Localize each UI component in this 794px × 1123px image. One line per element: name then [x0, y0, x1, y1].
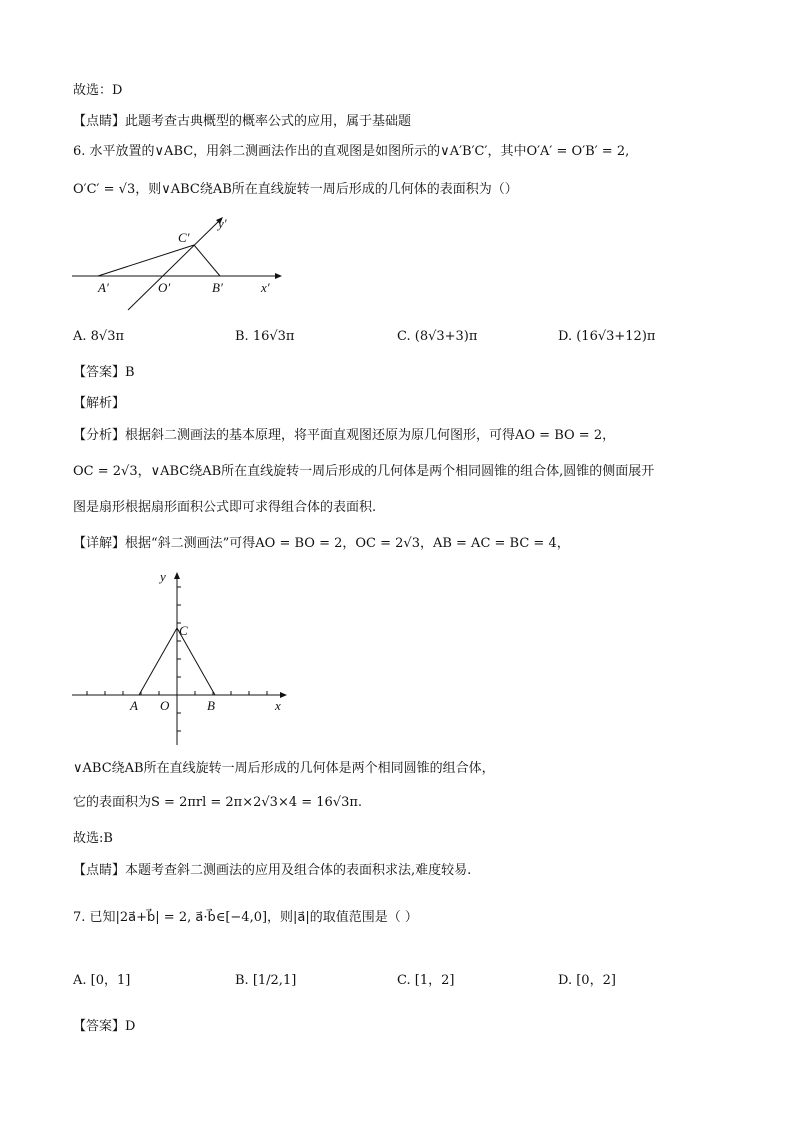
label-a: A	[130, 698, 138, 713]
q6-answer: 【答案】B	[73, 365, 135, 380]
label-y: y	[160, 569, 166, 584]
q6-option-a[interactable]: A. 8√3π	[73, 329, 125, 344]
segment-bc	[177, 628, 215, 695]
q7-option-a[interactable]: A. [0，1]	[73, 973, 131, 988]
label-o: O	[160, 698, 170, 713]
label-y-prime: y′	[218, 216, 227, 231]
analysis-line-3: 图是扇形根据扇形面积公式即可求得组合体的表面积.	[73, 500, 377, 515]
x-prime-arrow	[275, 273, 282, 279]
question-6-stem-cont: O′C′ = √3，则∨ABC绕AB所在直线旋转一周后形成的几何体的表面积为（）	[73, 182, 518, 197]
detail-line-3: 它的表面积为S = 2πrl = 2π×2√3×4 = 16√3π.	[73, 795, 363, 810]
label-x: x	[275, 698, 281, 713]
segment-a-c	[98, 245, 194, 276]
q6-option-b[interactable]: B. 16√3π	[235, 329, 295, 344]
label-c-prime: C′	[178, 230, 190, 245]
y-prime-axis	[128, 220, 220, 310]
q7-option-b[interactable]: B. [1/2,1]	[235, 973, 297, 988]
detail-line-2: ∨ABC绕AB所在直线旋转一周后形成的几何体是两个相同圆锥的组合体，	[73, 761, 495, 776]
y-axis-arrow	[174, 572, 180, 579]
segment-b-c	[194, 245, 220, 276]
detail-line-1: 【详解】根据“斜二测画法”可得AO = BO = 2，OC = 2√3，AB = AC = BC = 4，	[73, 536, 570, 551]
q7-answer: 【答案】D	[73, 1019, 136, 1034]
label-x-prime: x′	[261, 280, 270, 295]
label-b: B	[207, 698, 215, 713]
label-b-prime: B′	[212, 280, 223, 295]
analysis-line-1: 【分析】根据斜二测画法的基本原理，将平面直观图还原为原几何图形，可得AO = BO = 2，	[73, 428, 616, 443]
label-c: C	[179, 623, 188, 638]
y-ticks	[177, 587, 181, 731]
comment-line: 【点睛】本题考查斜二测画法的应用及组合体的表面积求法,难度较易.	[73, 863, 472, 878]
previous-comment-line: 【点睛】此题考查古典概型的概率公式的应用，属于基础题	[73, 114, 412, 129]
previous-answer-line: 故选：D	[73, 83, 123, 98]
analysis-heading: 【解析】	[73, 396, 126, 411]
x-axis-arrow	[280, 692, 287, 698]
figure-coordinate-triangle	[70, 565, 310, 755]
analysis-line-2: OC = 2√3，∨ABC绕AB所在直线旋转一周后形成的几何体是两个相同圆锥的组合体,圆锥的侧面展开	[73, 464, 655, 479]
q6-option-d[interactable]: D. (16√3+12)π	[558, 329, 656, 344]
label-a-prime: A′	[98, 280, 109, 295]
q7-option-d[interactable]: D. [0，2]	[558, 973, 616, 988]
segment-ac	[139, 628, 177, 695]
choice-line: 故选:B	[73, 831, 113, 846]
question-7-stem: 7. 已知|2a⃗+b⃗| = 2, a⃗·b⃗∈[−4,0]，则|a⃗|的取值范围是（ ）	[73, 910, 418, 925]
question-6-stem: 6. 水平放置的∨ABC，用斜二测画法作出的直观图是如图所示的∨A′B′C′，其中O′A′ = O′B′ = 2,	[73, 144, 630, 159]
figure-oblique-projection	[70, 210, 310, 320]
label-o-prime: O′	[158, 280, 171, 295]
q7-option-c[interactable]: C. [1，2]	[397, 973, 455, 988]
q6-option-c[interactable]: C. (8√3+3)π	[397, 329, 478, 344]
